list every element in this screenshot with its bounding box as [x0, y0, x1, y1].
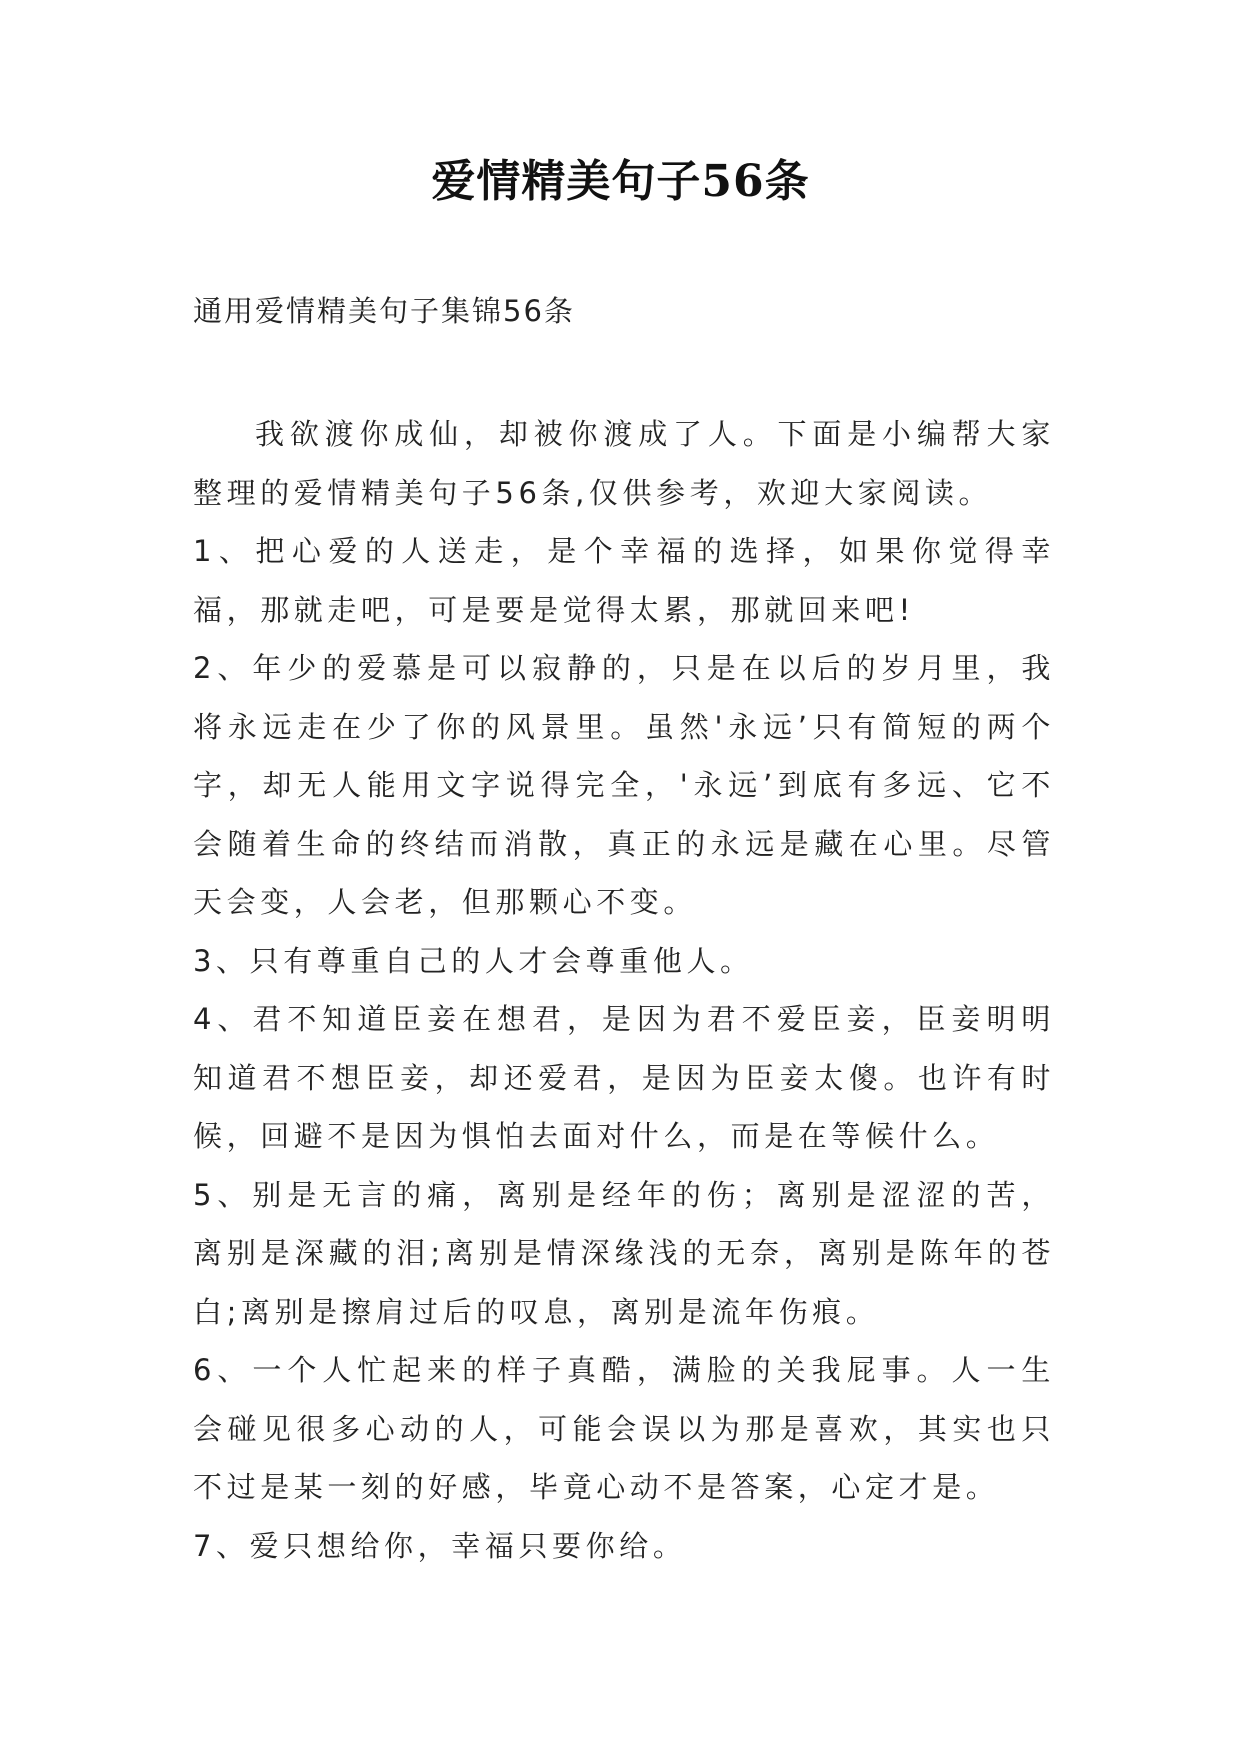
list-item: 3、只有尊重自己的人才会尊重他人。 — [193, 943, 754, 978]
document-subtitle: 通用爱情精美句子集锦56条 — [193, 294, 575, 328]
document-body — [193, 405, 1055, 1575]
list-item: 2、年少的爱慕是可以寂静的，只是在以后的岁月里，我将永远走在少了你的风景里。虽然'永远’只有简短的两个字，却无人能用文字说得完全，'永远’到底有多远、它不会随着生命的终结而消散，真正的永远是藏在心里。尽管天会变，人会老，但那颗心不变。 — [193, 651, 1055, 919]
list-item: 6、一个人忙起来的样子真酷，满脸的关我屁事。人一生会碰见很多心动的人，可能会误以为那是喜欢，其实也只不过是某一刻的好感，毕竟心动不是答案，心定才是。 — [193, 1353, 1055, 1504]
list-item: 5、别是无言的痛，离别是经年的伤；离别是涩涩的苦，离别是深藏的泪;离别是情深缘浅的无奈，离别是陈年的苍白;离别是擦肩过后的叹息，离别是流年伤痕。 — [193, 1177, 1055, 1329]
list-item: 7、爱只想给你，幸福只要你给。 — [193, 1528, 687, 1563]
intro-paragraph: 我欲渡你成仙，却被你渡成了人。下面是小编帮大家整理的爱情精美句子56条,仅供参考，欢迎大家阅读。 — [193, 417, 1055, 510]
list-item: 4、君不知道臣妾在想君，是因为君不爱臣妾，臣妾明明知道君不想臣妾，却还爱君，是因为臣妾太傻。也许有时候，回避不是因为惧怕去面对什么，而是在等候什么。 — [193, 1002, 1055, 1153]
list-item: 1、把心爱的人送走，是个幸福的选择，如果你觉得幸福，那就走吧，可是要是觉得太累，那就回来吧! — [193, 534, 1055, 627]
document-title: 爱情精美句子56条 — [431, 156, 810, 207]
